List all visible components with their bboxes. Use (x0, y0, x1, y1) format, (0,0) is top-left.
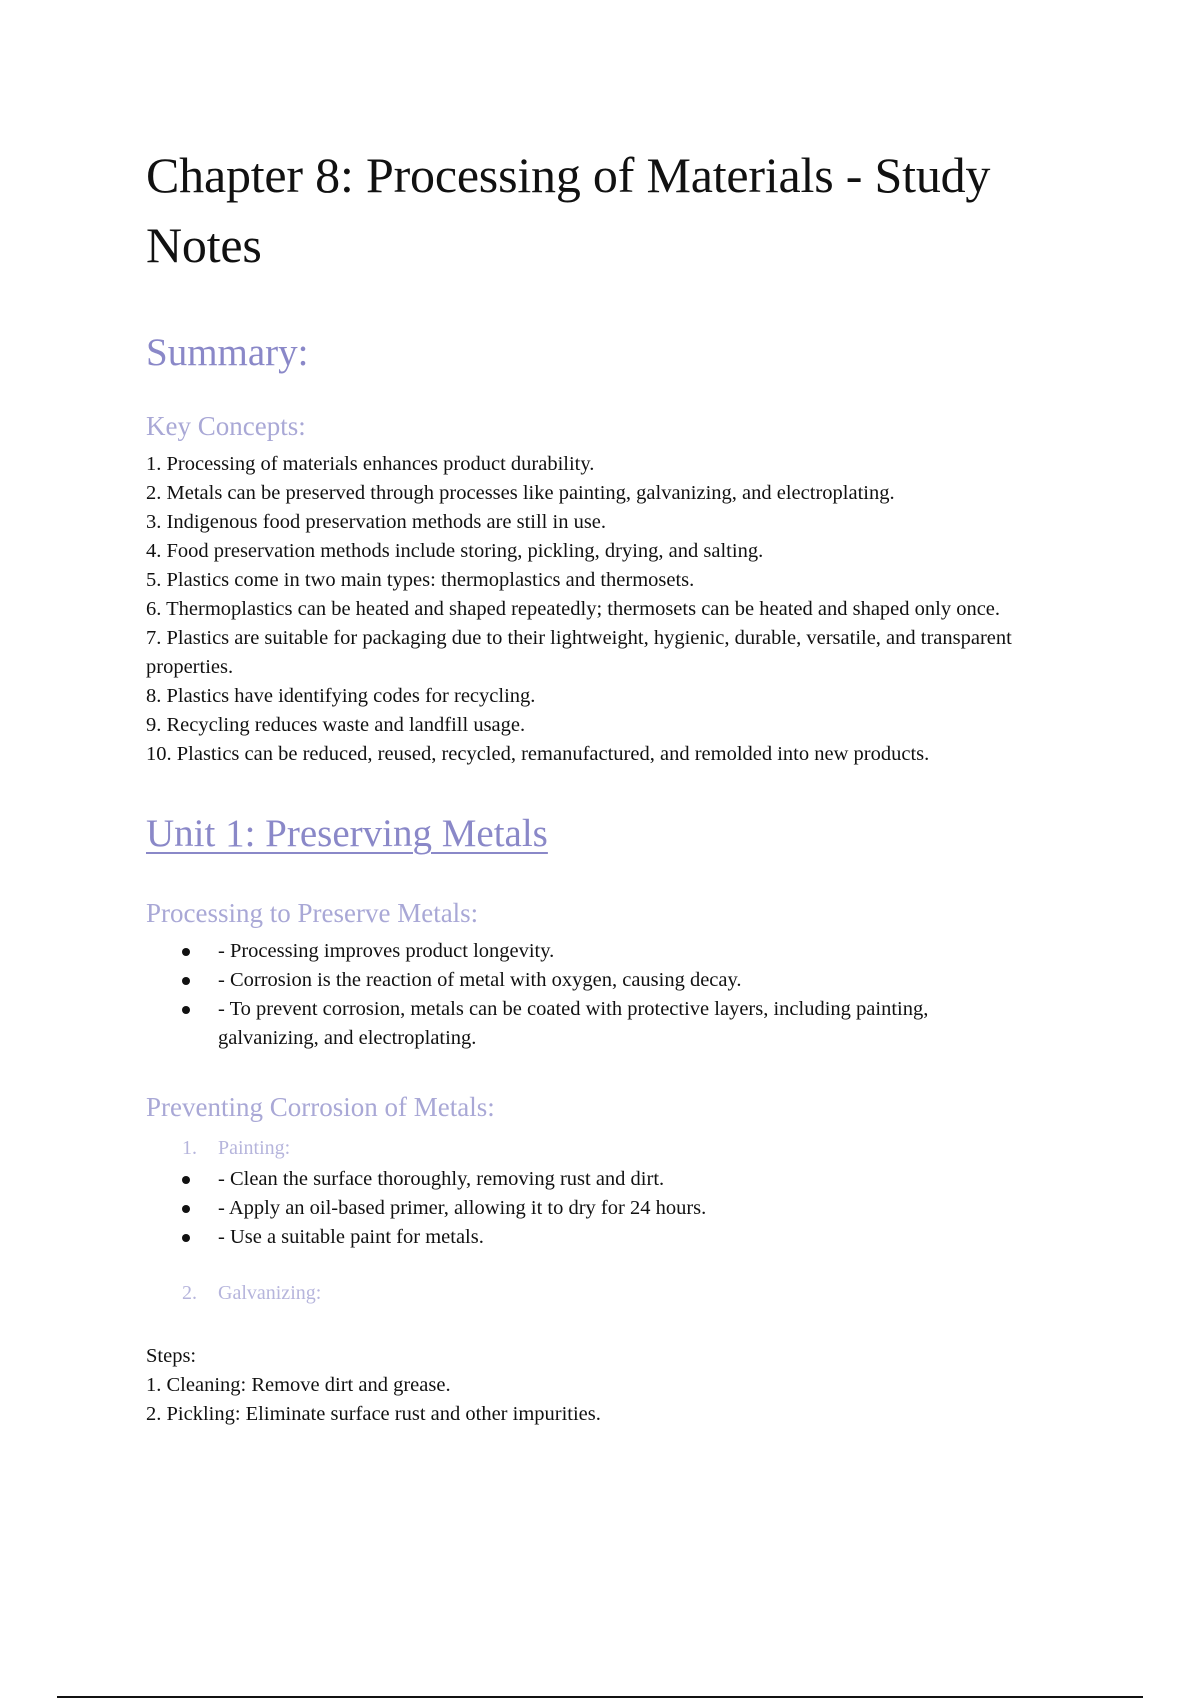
steps-block (146, 1342, 1106, 1429)
key-concept-item: 3. Indigenous food preservation methods are still in use. (146, 511, 607, 533)
page-bottom-rule (57, 1696, 1143, 1698)
key-concepts-list (146, 450, 1106, 769)
bullet-text: galvanizing, and electroplating. (218, 1027, 477, 1049)
page-title: Chapter 8: Processing of Materials - Study Notes (146, 147, 991, 273)
list-item (146, 1194, 1106, 1223)
bullet-icon (182, 948, 190, 956)
painting-label: Painting: (218, 1137, 291, 1159)
bullet-icon (182, 977, 190, 985)
bullet-text: - Clean the surface thoroughly, removing rust and dirt. (218, 1168, 665, 1190)
painting-bullet-list (146, 1165, 1106, 1252)
key-concept-item: 4. Food preservation methods include storing, pickling, drying, and salting. (146, 540, 764, 562)
key-concept-item: 9. Recycling reduces waste and landfill usage. (146, 714, 526, 736)
key-concept-item-continuation: properties. (146, 656, 234, 678)
list-item (146, 995, 1106, 1024)
key-concept-item: 8. Plastics have identifying codes for recycling. (146, 685, 536, 707)
summary-heading: Summary: (146, 331, 309, 374)
key-concept-item: 6. Thermoplastics can be heated and shaped repeatedly; thermosets can be heated and shaped only once. (146, 598, 1001, 620)
preventing-corrosion-heading: Preventing Corrosion of Metals: (146, 1092, 495, 1122)
key-concept-item: 7. Plastics are suitable for packaging due to their lightweight, hygienic, durable, versatile, and transparent (146, 627, 1012, 649)
list-item-continuation (146, 1024, 1106, 1053)
list-item (146, 937, 1106, 966)
steps-label: Steps: (146, 1345, 197, 1367)
painting-subheading (146, 1133, 1106, 1163)
bullet-text: - Use a suitable paint for metals. (218, 1226, 484, 1248)
document-page (146, 140, 1106, 1429)
list-item (146, 1223, 1106, 1252)
bullet-text: - Processing improves product longevity. (218, 940, 555, 962)
bullet-text: - Corrosion is the reaction of metal with oxygen, causing decay. (218, 969, 742, 991)
bullet-icon (182, 1176, 190, 1184)
processing-bullet-list (146, 937, 1106, 1053)
bullet-icon (182, 1234, 190, 1242)
galvanizing-label: Galvanizing: (218, 1282, 322, 1304)
key-concept-item: 10. Plastics can be reduced, reused, recycled, remanufactured, and remolded into new products. (146, 743, 930, 765)
list-item (146, 1165, 1106, 1194)
key-concepts-heading: Key Concepts: (146, 411, 306, 441)
bullet-icon (182, 1205, 190, 1213)
key-concept-item: 2. Metals can be preserved through processes like painting, galvanizing, and electroplating. (146, 482, 895, 504)
list-item (146, 966, 1106, 995)
key-concept-item: 5. Plastics come in two main types: thermoplastics and thermosets. (146, 569, 695, 591)
galvanizing-subheading (146, 1278, 1106, 1308)
bullet-text: - To prevent corrosion, metals can be coated with protective layers, including painting, (218, 998, 929, 1020)
galvanizing-number: 2. (182, 1282, 197, 1304)
step-item: 2. Pickling: Eliminate surface rust and other impurities. (146, 1403, 601, 1425)
key-concept-item: 1. Processing of materials enhances product durability. (146, 453, 595, 475)
bullet-text: - Apply an oil-based primer, allowing it to dry for 24 hours. (218, 1197, 707, 1219)
painting-number: 1. (182, 1137, 197, 1159)
step-item: 1. Cleaning: Remove dirt and grease. (146, 1374, 451, 1396)
unit1-heading: Unit 1: Preserving Metals (146, 812, 548, 855)
bullet-icon (182, 1006, 190, 1014)
processing-heading: Processing to Preserve Metals: (146, 898, 479, 928)
